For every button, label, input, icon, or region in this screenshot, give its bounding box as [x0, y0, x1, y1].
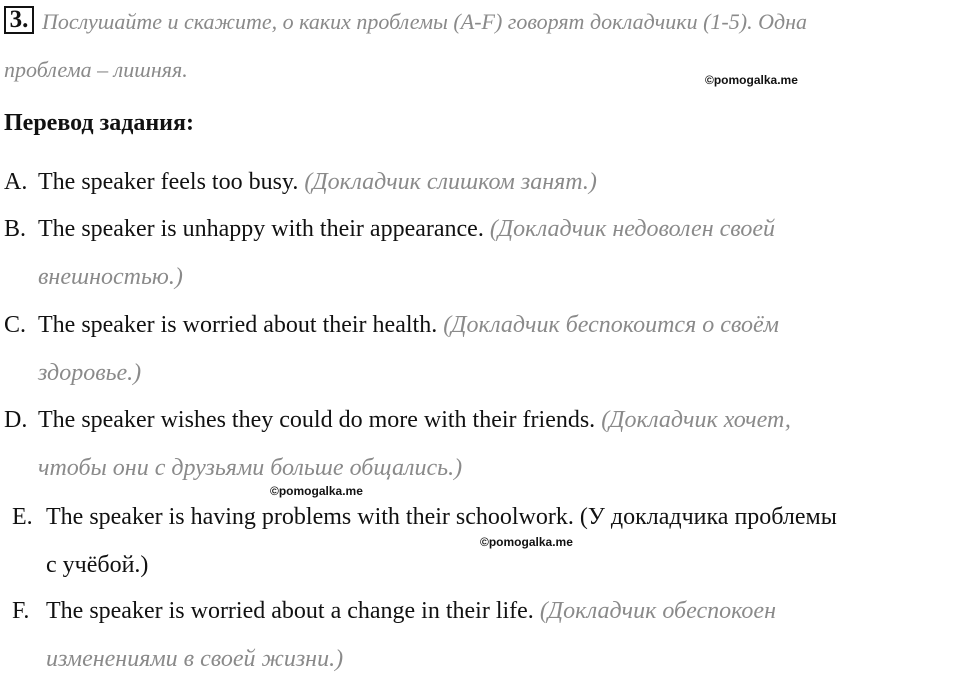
- task-number: 3.: [4, 6, 34, 34]
- item-b: [4, 216, 775, 243]
- item-b-translation-cont: внешностью.): [38, 264, 183, 290]
- item-c: [4, 312, 779, 339]
- task-instruction-line2: проблема – лишняя.: [4, 57, 188, 82]
- watermark-top: ©pomogalka.me: [705, 73, 798, 87]
- task-instruction-line1: Послушайте и скажите, о каких проблемы (A-F) говорят докладчики (1-5). Одна: [42, 9, 807, 34]
- translation-heading: Перевод задания:: [4, 110, 194, 136]
- watermark-middle: ©pomogalka.me: [270, 484, 363, 498]
- item-letter: E.: [12, 504, 33, 530]
- item-letter: B.: [4, 216, 27, 242]
- item-e: [12, 504, 837, 531]
- item-a: [4, 169, 597, 196]
- watermark-lower: ©pomogalka.me: [480, 535, 573, 549]
- item-translation: (Докладчик слишком занят.): [304, 169, 597, 195]
- item-translation: (У докладчика проблемы: [579, 504, 837, 530]
- item-translation: (Докладчик беспокоится о своём: [443, 312, 779, 338]
- item-d: [4, 407, 791, 434]
- item-english: The speaker is worried about their health.: [38, 312, 438, 338]
- item-letter: A.: [4, 169, 28, 195]
- item-english: The speaker is worried about a change in their life.: [46, 598, 534, 624]
- item-letter: C.: [4, 312, 27, 338]
- item-translation: (Докладчик хочет,: [601, 407, 791, 433]
- item-d-translation-cont: чтобы они с друзьями больше общались.): [38, 455, 463, 481]
- item-translation: (Докладчик обеспокоен: [539, 598, 776, 624]
- item-english: The speaker wishes they could do more with their friends.: [38, 407, 596, 433]
- item-letter: D.: [4, 407, 28, 433]
- item-f-translation-cont: изменениями в своей жизни.): [46, 646, 344, 672]
- item-english: The speaker is having problems with their schoolwork.: [46, 504, 574, 530]
- item-english: The speaker feels too busy.: [38, 169, 299, 195]
- item-translation: (Докладчик недоволен своей: [489, 216, 776, 242]
- item-english: The speaker is unhappy with their appearance.: [38, 216, 484, 242]
- item-f: [12, 598, 776, 625]
- item-letter: F.: [12, 598, 30, 624]
- item-c-translation-cont: здоровье.): [38, 360, 142, 386]
- item-e-translation-cont: с учёбой.): [46, 552, 149, 578]
